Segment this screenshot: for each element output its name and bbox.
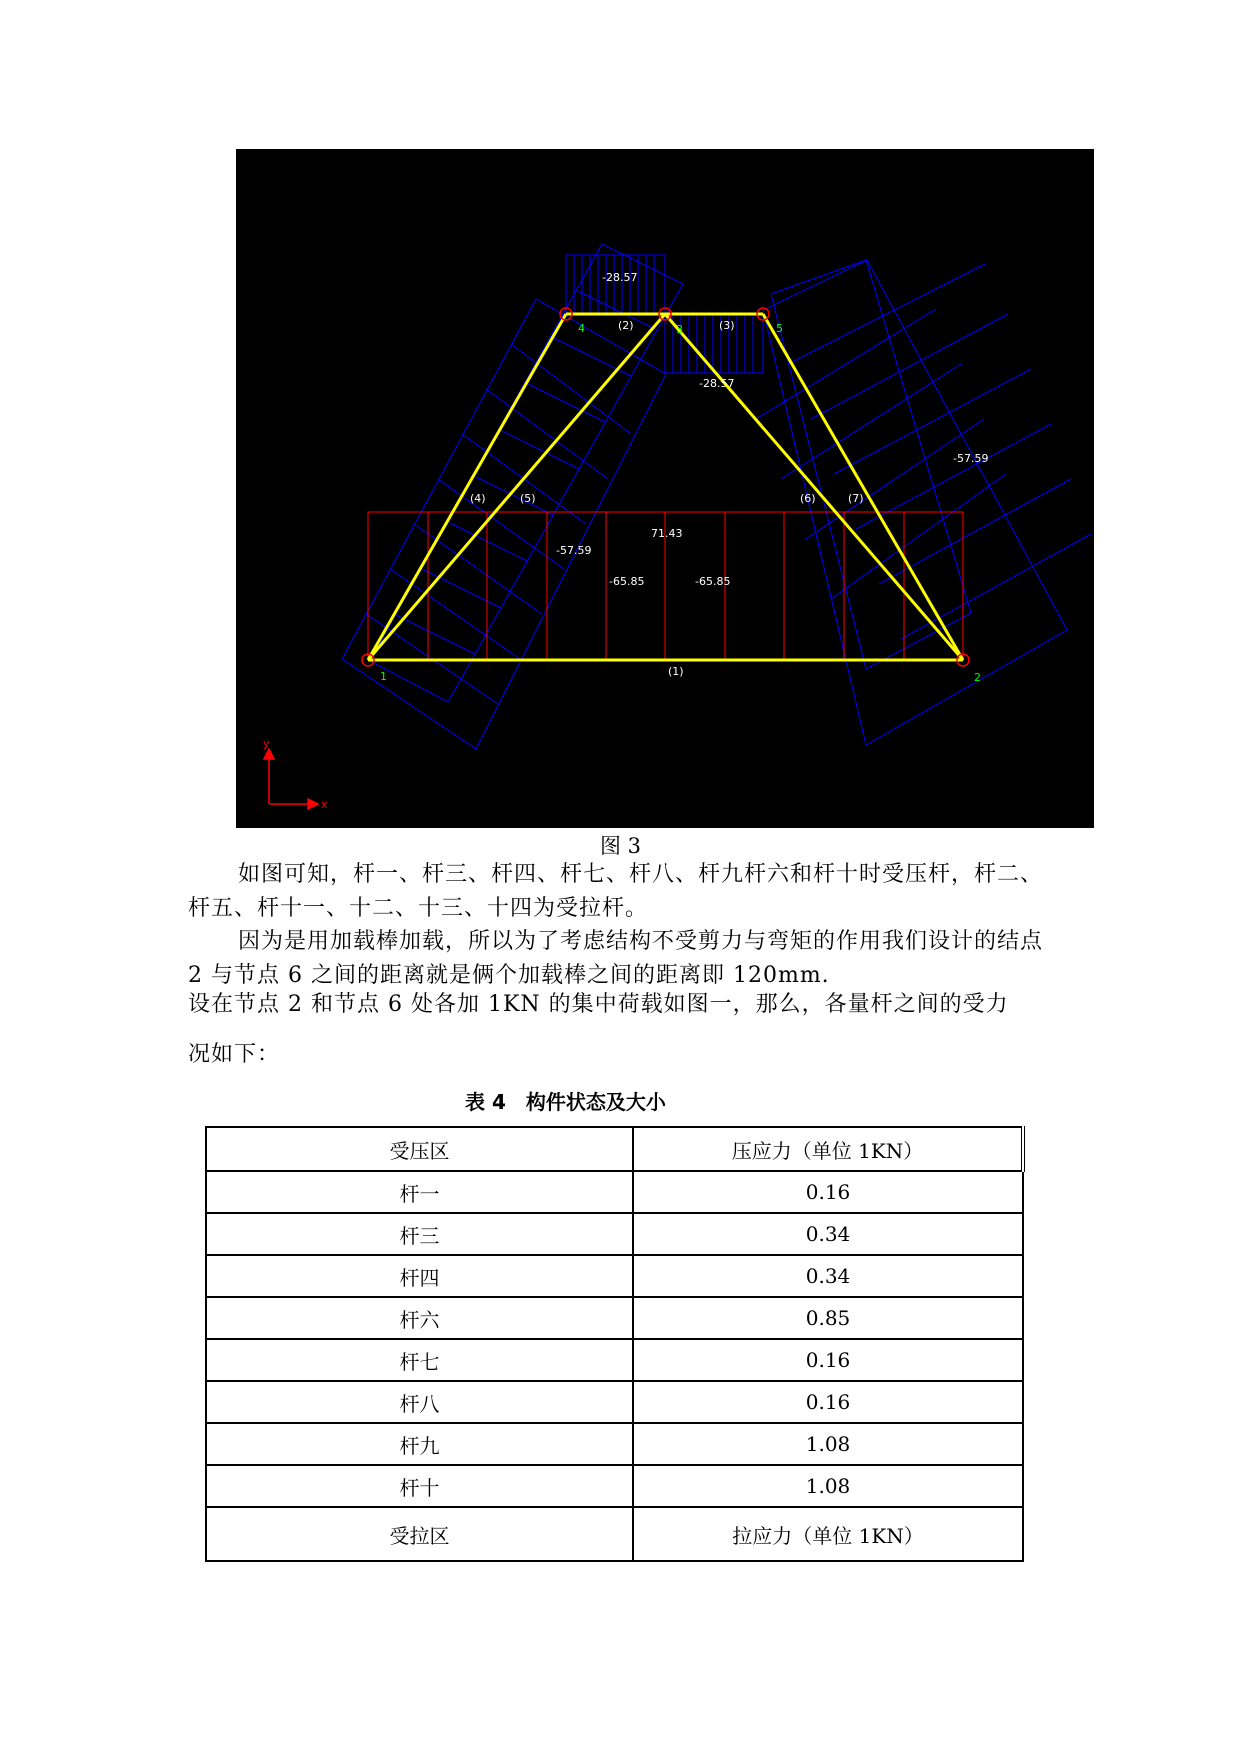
node-label: 2: [974, 671, 981, 684]
value-cell: 0.34: [633, 1213, 1023, 1255]
member-cell: 杆六: [206, 1297, 633, 1339]
header-cell: 压应力（单位 1KN）: [633, 1127, 1023, 1171]
axis-y-label: y: [263, 737, 270, 750]
member-label: (2): [618, 319, 634, 332]
table-row: [206, 1339, 1023, 1381]
paragraph-load-assumption: 设在节点 2 和节点 6 处各加 1KN 的集中荷载如图一，那么，各量杆之间的受力: [188, 992, 1009, 1017]
value-cell: 0.34: [633, 1255, 1023, 1297]
node-label: 5: [776, 322, 783, 335]
force-value: -57.59: [953, 452, 989, 465]
value-cell: 1.08: [633, 1423, 1023, 1465]
node-label: 1: [380, 670, 387, 683]
value-cell: 0.16: [633, 1171, 1023, 1213]
force-value: -28.57: [602, 271, 638, 284]
header-cell: 受压区: [206, 1127, 633, 1171]
table-row: [206, 1171, 1023, 1213]
value-cell: 0.16: [633, 1381, 1023, 1423]
paragraph-loading-design: 因为是用加载棒加载，所以为了考虑结构不受剪力与弯矩的作用我们设计的结点 2 与节点 6 之间的距离就是俩个加载棒之间的距离即 120mm.: [188, 929, 1044, 988]
table-row: [206, 1255, 1023, 1297]
inner-diagonal-compression-diagram: [342, 299, 666, 749]
force-value: -28.57: [699, 377, 735, 390]
table-row: [206, 1465, 1023, 1507]
value-cell: 0.85: [633, 1297, 1023, 1339]
table-row: [206, 1213, 1023, 1255]
value-cell: 0.16: [633, 1339, 1023, 1381]
force-value: -65.85: [609, 575, 645, 588]
member-cell: 杆八: [206, 1381, 633, 1423]
table-row: [206, 1423, 1023, 1465]
member-cell: 杆一: [206, 1171, 633, 1213]
axis-x-label: x: [321, 798, 328, 811]
member-label: (1): [668, 665, 684, 678]
node-label: 3: [676, 323, 683, 336]
member-6: [665, 314, 963, 660]
table-title: 表 4 构件状态及大小: [465, 1090, 666, 1114]
value-cell: 1.08: [633, 1465, 1023, 1507]
section-cell: 受拉区: [206, 1507, 633, 1561]
paragraph-compression-members: 如图可知，杆一、杆三、杆四、杆七、杆八、杆九杆六和杆十时受压杆，杆二、杆五、杆十一、十二、十三、十四为受拉杆。: [188, 862, 1044, 921]
figure-caption: 图 3: [599, 834, 642, 858]
member-label: (7): [848, 492, 864, 505]
table-row: [206, 1297, 1023, 1339]
member-label: (3): [719, 319, 735, 332]
axis-indicator: [263, 737, 328, 811]
member-4: [368, 314, 566, 660]
force-value: 71.43: [651, 527, 683, 540]
member-cell: 杆七: [206, 1339, 633, 1381]
force-value: -65.85: [695, 575, 731, 588]
member-label: (5): [520, 492, 536, 505]
member-cell: 杆九: [206, 1423, 633, 1465]
table-header-row: [206, 1127, 1023, 1171]
section-cell: 拉应力（单位 1KN）: [633, 1507, 1023, 1561]
paragraph-continuation: 况如下：: [188, 1042, 281, 1067]
node-label: 4: [578, 322, 585, 335]
truss-force-figure: [236, 149, 1094, 828]
truss-diagram: [236, 149, 1094, 828]
force-value: -57.59: [556, 544, 592, 557]
table-row: [206, 1381, 1023, 1423]
member-cell: 杆十: [206, 1465, 633, 1507]
member-5: [368, 314, 665, 660]
member-cell: 杆四: [206, 1255, 633, 1297]
member-cell: 杆三: [206, 1213, 633, 1255]
member-label: (4): [470, 492, 486, 505]
member-label: (6): [800, 492, 816, 505]
table-section-row: [206, 1507, 1023, 1561]
member-stress-table: [205, 1126, 1025, 1562]
